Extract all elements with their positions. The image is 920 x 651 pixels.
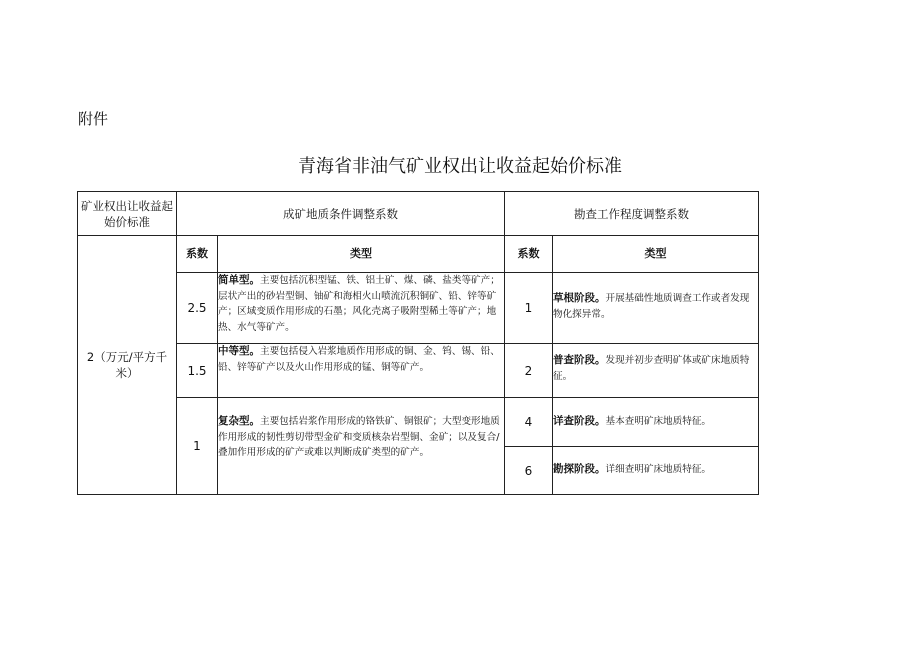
geo-desc-1: 简单型。主要包括沉积型锰、铁、铝土矿、煤、磷、盐类等矿产；层状产出的砂岩型铜、铀矿和海相火山喷流沉积铜矿、铅、锌等矿产；区域变质作用形成的石墨；风化壳离子吸附型稀土等矿产；地热、水气等矿产。	[218, 274, 500, 333]
attachment-label: 附件	[78, 110, 109, 128]
survey-coef-4: 6	[524, 463, 533, 478]
geo-type-header: 类型	[350, 247, 372, 260]
document-title: 青海省非油气矿业权出让收益起始价标准	[298, 156, 622, 177]
survey-desc-4: 勘探阶段。详细查明矿床地质特征。	[553, 463, 712, 475]
header-geo-condition: 成矿地质条件调整系数	[283, 206, 398, 221]
table-border-bottom	[77, 494, 759, 495]
survey-type-header: 类型	[644, 247, 667, 260]
geo-coef-1: 2.5	[187, 301, 207, 315]
header-base-price: 矿业权出让收益起始价标准	[81, 198, 173, 229]
survey-label-4: 勘探阶段。	[553, 463, 606, 475]
geo-desc-2: 中等型。主要包括侵入岩浆地质作用形成的铜、金、钨、锡、铅、铅、锌等矿产以及火山作用形成的锰、铜等矿产。	[218, 345, 500, 373]
base-price-value: 2（万元/平方千米）	[86, 350, 168, 380]
survey-coef-1: 1	[524, 301, 533, 315]
survey-desc-3: 详查阶段。基本查明矿床地质特征。	[553, 415, 712, 427]
geo-label-3: 复杂型。	[218, 415, 260, 427]
survey-label-3: 详查阶段。	[553, 415, 606, 427]
header-survey-degree: 勘查工作程度调整系数	[574, 206, 689, 221]
survey-label-1: 草根阶段。	[553, 292, 606, 304]
geo-coef-3: 1	[193, 439, 201, 453]
survey-label-2: 普查阶段。	[553, 354, 606, 366]
geo-row-line-2	[176, 397, 504, 398]
survey-coef-2: 2	[524, 363, 533, 378]
geo-coef-header: 系数	[186, 247, 208, 260]
survey-coef-3: 4	[524, 415, 533, 429]
survey-coef-header: 系数	[517, 247, 540, 260]
geo-desc-3: 复杂型。主要包括岩浆作用形成的铬铁矿、铜银矿；大型变形地质作用形成的韧性剪切带型金矿和变质核杂岩型铜、金矿；以及复合/叠加作用形成的矿产或难以判断成矿类型的矿产。	[218, 415, 500, 458]
geo-label-1: 简单型。	[218, 274, 260, 286]
geo-label-2: 中等型。	[218, 345, 260, 357]
survey-desc-1: 草根阶段。开展基础性地质调查工作或者发现物化探异常。	[553, 292, 750, 320]
geo-coef-2: 1.5	[187, 363, 207, 378]
table-border-left	[77, 191, 78, 495]
survey-desc-2: 普查阶段。发现并初步查明矿体或矿床地质特征。	[553, 354, 750, 382]
